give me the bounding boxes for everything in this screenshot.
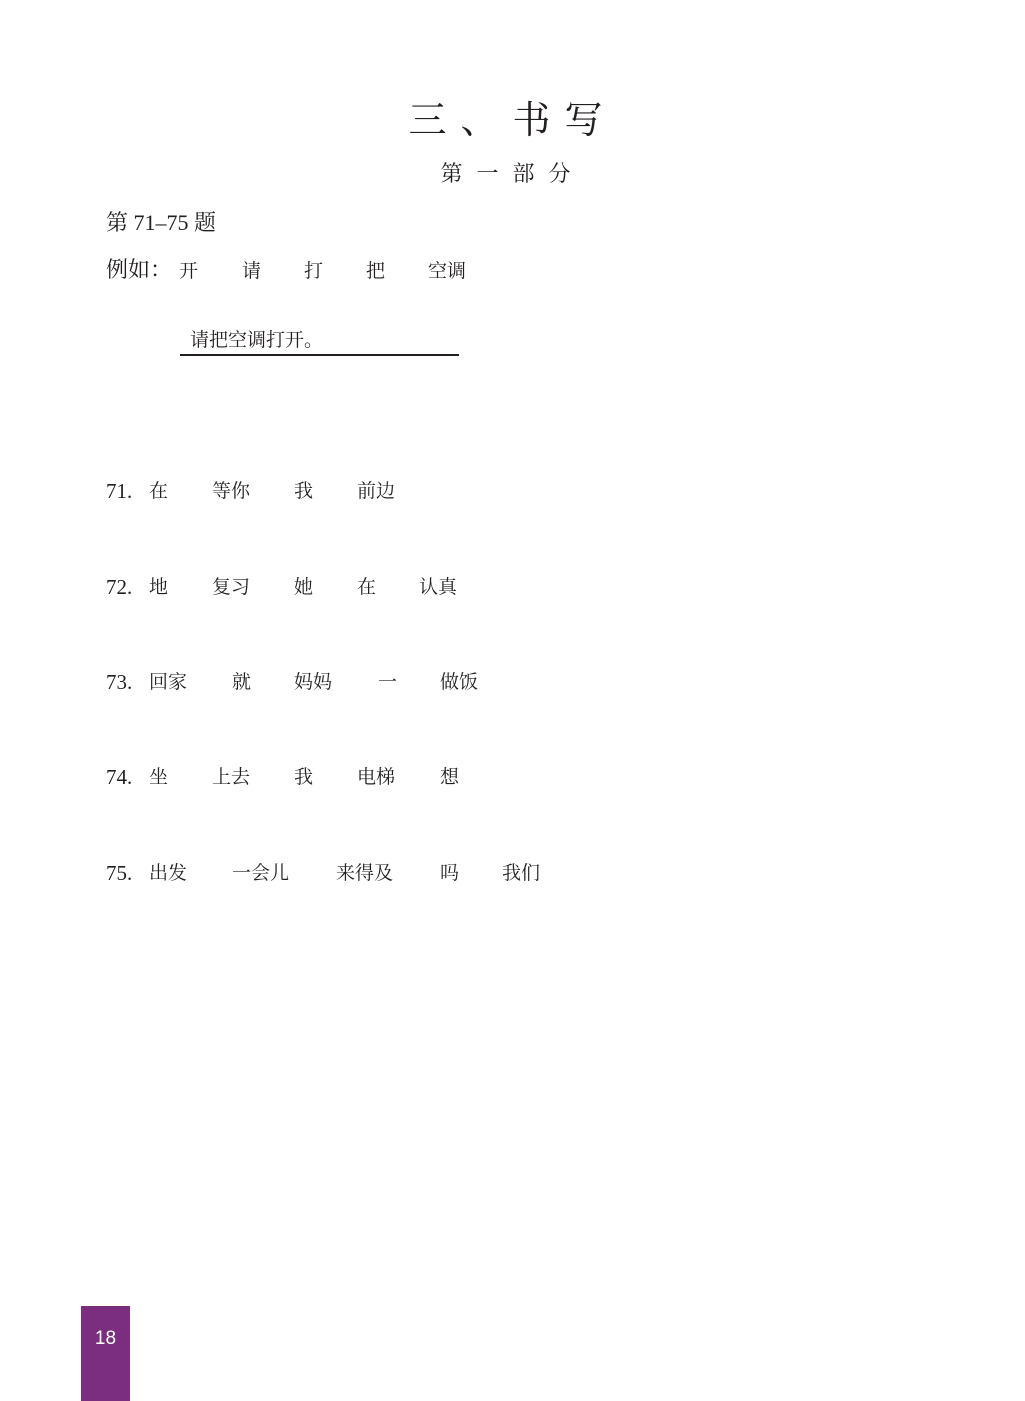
example-word: 开 xyxy=(179,260,199,282)
question-word: 在 xyxy=(357,576,377,598)
question-word: 我们 xyxy=(502,862,541,884)
question-number: 73. xyxy=(106,670,133,694)
question-74 xyxy=(106,762,806,792)
question-word: 认真 xyxy=(419,576,458,598)
question-number: 74. xyxy=(106,765,133,789)
question-word: 她 xyxy=(294,576,314,598)
question-word: 吗 xyxy=(440,862,460,884)
question-word: 就 xyxy=(232,671,252,693)
question-word: 我 xyxy=(294,480,314,502)
example-word: 打 xyxy=(304,260,324,282)
section-title: 三、书写 xyxy=(408,98,617,142)
question-word: 妈妈 xyxy=(294,671,333,693)
question-word: 一 xyxy=(378,671,398,693)
example-word: 请 xyxy=(242,260,262,282)
question-word: 前边 xyxy=(357,480,396,502)
question-word: 做饭 xyxy=(440,671,479,693)
question-word: 回家 xyxy=(149,671,188,693)
page-number: 18 xyxy=(94,1328,117,1349)
example-answer: 请把空调打开。 xyxy=(190,329,324,351)
question-word: 电梯 xyxy=(357,766,396,788)
question-73 xyxy=(106,667,806,697)
question-word: 地 xyxy=(149,576,169,598)
question-word: 我 xyxy=(294,766,314,788)
question-75 xyxy=(106,858,806,888)
example-answer-line xyxy=(180,324,459,356)
question-word: 坐 xyxy=(149,766,169,788)
question-number: 75. xyxy=(106,861,133,885)
question-word: 复习 xyxy=(212,576,251,598)
question-number: 72. xyxy=(106,575,133,599)
question-word: 等你 xyxy=(212,480,251,502)
question-71 xyxy=(106,476,806,506)
question-number: 71. xyxy=(106,479,133,503)
question-range: 第 71–75 题 xyxy=(106,210,217,235)
page-number-tab xyxy=(81,1306,130,1401)
part-title: 第一部分 xyxy=(440,162,585,187)
question-word: 一会儿 xyxy=(232,862,290,884)
example-row xyxy=(106,256,706,286)
example-label: 例如： xyxy=(106,258,173,283)
question-word: 在 xyxy=(149,480,169,502)
question-72 xyxy=(106,572,806,602)
question-word: 想 xyxy=(440,766,460,788)
question-word: 来得及 xyxy=(336,862,394,884)
example-word: 把 xyxy=(366,260,386,282)
question-word: 上去 xyxy=(212,766,251,788)
example-word: 空调 xyxy=(428,260,467,282)
question-word: 出发 xyxy=(149,862,188,884)
